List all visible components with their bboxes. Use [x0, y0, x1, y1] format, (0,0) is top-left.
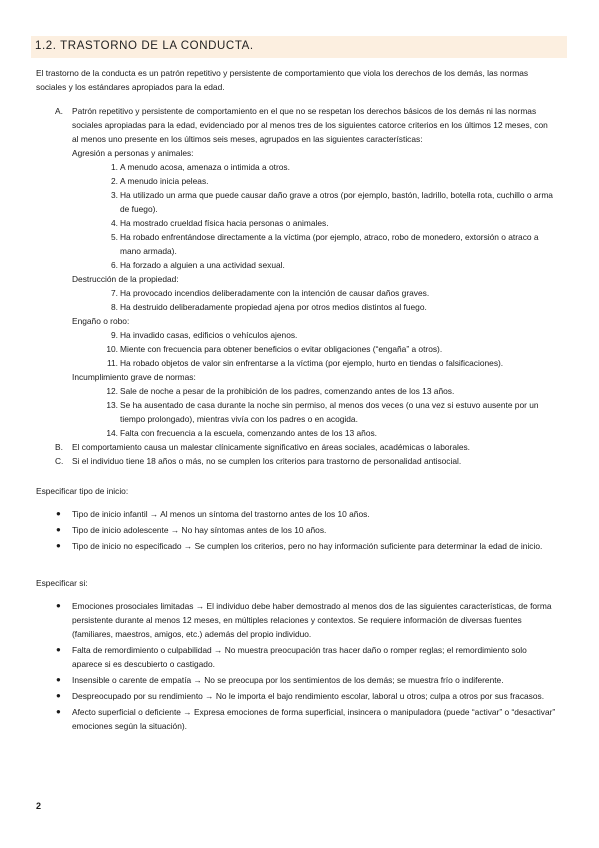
bullet-icon: ●	[56, 509, 61, 518]
item-number: 8.	[111, 302, 118, 312]
item-text: A menudo acosa, amenaza o intimida a otros.	[120, 162, 290, 172]
item-number: 4.	[111, 218, 118, 228]
list-item	[36, 328, 556, 342]
bullet-item	[36, 705, 556, 733]
bullet-text: Tipo de inicio infantil → Al menos un síntoma del trastorno antes de los 10 años.	[72, 509, 370, 519]
bullet-icon: ●	[56, 675, 61, 684]
group-label: Agresión a personas y animales:	[72, 148, 194, 158]
item-text: Ha destruido deliberadamente propiedad ajena por otros medios distintos al fuego.	[120, 302, 427, 312]
list-item	[36, 342, 556, 356]
item-text: Ha robado objetos de valor sin enfrentarse a la víctima (por ejemplo, hurto en tiendas o falsificaciones).	[120, 358, 504, 368]
criterion-text: Si el individuo tiene 18 años o más, no se cumplen los criterios para trastorno de personalidad antisocial.	[72, 456, 462, 466]
bullet-item	[36, 599, 556, 641]
bullet-text: Emociones prosociales limitadas → El individuo debe haber demostrado al menos dos de las siguientes características, de forma persistente durante al menos 12 meses, en múltiples relaciones y contextos. Se requiere información de diversas fuentes (familiares, maestros, amigos, etc.) además del propio individuo.	[72, 601, 552, 639]
item-text: Se ha ausentado de casa durante la noche sin permiso, al menos dos veces (o una vez si estuvo ausente por un tiempo prolongado), mientras vivía con los padres o en acogida.	[120, 400, 539, 424]
criteria-list	[36, 104, 556, 468]
list-item	[36, 230, 556, 258]
item-text: Ha robado enfrentándose directamente a la víctima (por ejemplo, atraco, robo de monedero, extorsión o atraco a mano armada).	[120, 232, 539, 256]
item-text: Sale de noche a pesar de la prohibición de los padres, comenzando antes de los 13 años.	[120, 386, 455, 396]
bullet-item	[36, 507, 556, 521]
list-item	[36, 356, 556, 370]
bullet-item	[36, 643, 556, 671]
group-label: Destrucción de la propiedad:	[72, 274, 179, 284]
item-number: 10.	[106, 344, 118, 354]
item-number: 11.	[106, 358, 118, 368]
item-text: Ha mostrado crueldad física hacia personas o animales.	[120, 218, 329, 228]
item-number: 1.	[111, 162, 118, 172]
bullet-text: Despreocupado por su rendimiento → No le importa el bajo rendimiento escolar, laboral u otros; culpa a otros por sus fracasos.	[72, 691, 545, 701]
bullet-text: Tipo de inicio adolescente → No hay síntomas antes de los 10 años.	[72, 525, 327, 535]
list-item	[36, 286, 556, 300]
bullet-icon: ●	[56, 541, 61, 550]
item-number: 9.	[111, 330, 118, 340]
item-number: 6.	[111, 260, 118, 270]
bullet-item	[36, 523, 556, 537]
specify-label: Especificar si:	[36, 578, 88, 588]
criterion-marker: C.	[55, 456, 64, 466]
list-item	[36, 398, 556, 426]
list-item	[36, 188, 556, 216]
group-label: Incumplimiento grave de normas:	[72, 372, 196, 382]
item-number: 2.	[111, 176, 118, 186]
item-number: 12.	[106, 386, 118, 396]
item-number: 5.	[111, 232, 118, 242]
item-text: A menudo inicia peleas.	[120, 176, 209, 186]
item-text: Ha invadido casas, edificios o vehículos ajenos.	[120, 330, 298, 340]
criterion-text: El comportamiento causa un malestar clínicamente significativo en áreas sociales, académicas o laborales.	[72, 442, 471, 452]
criterion-a	[36, 104, 556, 146]
bullet-icon: ●	[56, 707, 61, 716]
criterion-text: Patrón repetitivo y persistente de comportamiento en el que no se respetan los derechos básicos de los demás ni las normas sociales apropiadas para la edad, evidenciado por al menos tres de los siguientes catorce criterios en los últimos 12 meses, con al menos uno presente en los últimos seis meses, agrupados en las siguientes características:	[72, 106, 548, 144]
bullet-icon: ●	[56, 525, 61, 534]
bullet-item	[36, 673, 556, 687]
criterion-marker: A.	[55, 106, 63, 116]
list-item	[36, 258, 556, 272]
item-number: 14.	[106, 428, 118, 438]
item-number: 7.	[111, 288, 118, 298]
page-number: 2	[36, 801, 42, 811]
list-item	[36, 300, 556, 314]
list-item	[36, 426, 556, 440]
list-item	[36, 216, 556, 230]
specify-list	[36, 599, 556, 735]
bullet-text: Tipo de inicio no especificado → Se cumplen los criterios, pero no hay información suficiente para determinar la edad de inicio.	[72, 541, 543, 551]
bullet-item	[36, 539, 556, 553]
group-label: Engaño o robo:	[72, 316, 130, 326]
item-text: Ha provocado incendios deliberadamente con la intención de causar daños graves.	[120, 288, 430, 298]
item-number: 13.	[106, 400, 118, 410]
list-item	[36, 384, 556, 398]
item-number: 3.	[111, 190, 118, 200]
bullet-icon: ●	[56, 601, 61, 610]
intro-paragraph: El trastorno de la conducta es un patrón repetitivo y persistente de comportamiento que viola los derechos de los demás, las normas sociales y los estándares apropiados para la edad.	[36, 68, 529, 92]
bullet-text: Insensible o carente de empatía → No se preocupa por los sentimientos de los demás; se muestra frío o indiferente.	[72, 675, 504, 685]
bullet-icon: ●	[56, 691, 61, 700]
item-text: Miente con frecuencia para obtener beneficios o evitar obligaciones (“engaña” a otros).	[120, 344, 443, 354]
section-heading-bar	[31, 36, 567, 58]
onset-list	[36, 507, 556, 555]
list-item	[36, 174, 556, 188]
criterion-b	[36, 440, 556, 454]
criterion-c	[36, 454, 556, 468]
item-text: Ha utilizado un arma que puede causar daño grave a otros (por ejemplo, bastón, ladrillo, botella rota, cuchillo o arma de fuego).	[120, 190, 553, 214]
bullet-text: Falta de remordimiento o culpabilidad → No muestra preocupación tras hacer daño o romper reglas; el remordimiento solo aparece si es descubierto o castigado.	[72, 645, 527, 669]
item-text: Ha forzado a alguien a una actividad sexual.	[120, 260, 285, 270]
bullet-icon: ●	[56, 645, 61, 654]
bullet-text: Afecto superficial o deficiente → Expresa emociones de forma superficial, insincera o manipuladora (puede “activar” o “desactivar” emociones según la situación).	[72, 707, 556, 731]
list-item	[36, 160, 556, 174]
section-heading: 1.2. TRASTORNO DE LA CONDUCTA.	[35, 40, 254, 52]
criterion-marker: B.	[55, 442, 63, 452]
onset-label: Especificar tipo de inicio:	[36, 486, 129, 496]
bullet-item	[36, 689, 556, 703]
item-text: Falta con frecuencia a la escuela, comenzando antes de los 13 años.	[120, 428, 377, 438]
